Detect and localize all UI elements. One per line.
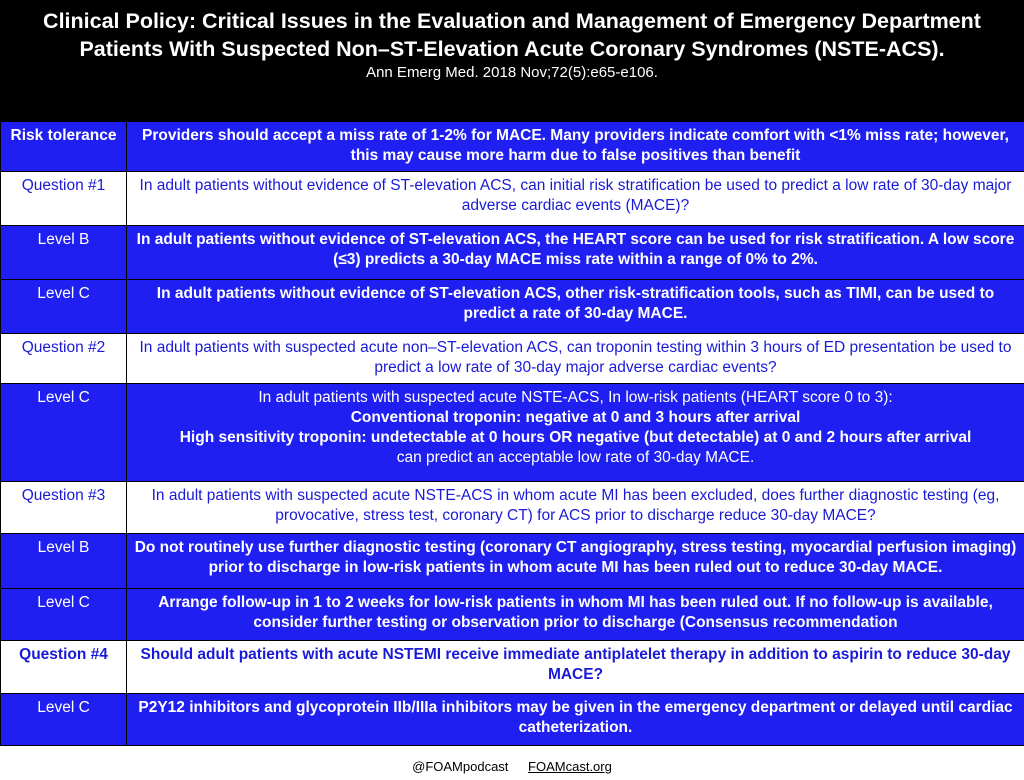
page-title: Clinical Policy: Critical Issues in the Evaluation and Management of Emergency Department Patients With Suspected Non–ST-Elevation Acute Coronary Syndromes (NSTE-ACS).	[43, 9, 981, 61]
row-text: In adult patients with suspected acute non–ST-elevation ACS, can troponin testing within 3 hours of ED presentation be used to predict a low rate of 30-day major adverse cardiac events?	[127, 334, 1024, 384]
row-label: Question #1	[1, 172, 127, 226]
row-text: In adult patients without evidence of ST-elevation ACS, the HEART score can be used for risk stratification. A low score (≤3) predicts a 30-day MACE miss rate within a range of 0% to 2%.	[127, 226, 1024, 280]
website-link[interactable]: FOAMcast.org	[528, 759, 612, 774]
row-text: Should adult patients with acute NSTEMI receive immediate antiplatelet therapy in addition to aspirin to reduce 30-day MACE?	[127, 641, 1024, 694]
header-banner	[0, 0, 1024, 121]
table-row	[1, 641, 1024, 694]
table-row	[1, 226, 1024, 280]
table-row	[1, 280, 1024, 334]
row-label: Question #4	[1, 641, 127, 694]
row-label: Level C	[1, 694, 127, 746]
table-row	[1, 122, 1024, 172]
row-label: Level C	[1, 384, 127, 482]
troponin-intro: In adult patients with suspected acute NSTE-ACS, In low-risk patients (HEART score 0 to 3):	[258, 389, 893, 406]
row-text: Providers should accept a miss rate of 1-2% for MACE. Many providers indicate comfort with <1% miss rate; however, this may cause more harm due to false positives than benefit	[127, 122, 1024, 172]
high-sensitivity-troponin: High sensitivity troponin: undetectable at 0 hours OR negative (but detectable) at 0 and 2 hours after arrival	[179, 429, 972, 446]
podcast-handle: @FOAMpodcast	[412, 759, 509, 774]
row-text: P2Y12 inhibitors and glycoprotein IIb/IIIa inhibitors may be given in the emergency department or delayed until cardiac catheterization.	[127, 694, 1024, 746]
table-row	[1, 694, 1024, 746]
row-label: Risk tolerance	[1, 122, 127, 172]
row-text: In adult patients without evidence of ST-elevation ACS, other risk-stratification tools, such as TIMI, can be used to predict a rate of 30-day MACE.	[127, 280, 1024, 334]
row-label: Question #2	[1, 334, 127, 384]
footer	[0, 758, 1024, 780]
row-text: Do not routinely use further diagnostic testing (coronary CT angiography, stress testing, myocardial perfusion imaging) prior to discharge in low-risk patients in whom acute MI has been ruled out to reduce 30-day MACE.	[127, 534, 1024, 589]
troponin-outro: can predict an acceptable low rate of 30-day MACE.	[396, 449, 755, 466]
row-label: Level B	[1, 534, 127, 589]
row-label: Level B	[1, 226, 127, 280]
citation: Ann Emerg Med. 2018 Nov;72(5):e65-e106.	[366, 64, 658, 81]
conventional-troponin: Conventional troponin: negative at 0 and 3 hours after arrival	[350, 409, 801, 426]
row-text: In adult patients with suspected acute NSTE-ACS in whom acute MI has been excluded, does further diagnostic testing (eg, provocative, stress test, coronary CT) for ACS prior to discharge reduce 30-day MACE?	[127, 482, 1024, 534]
table-row	[1, 334, 1024, 384]
row-text	[127, 384, 1024, 482]
table-row	[1, 172, 1024, 226]
row-label: Level C	[1, 280, 127, 334]
row-text: Arrange follow-up in 1 to 2 weeks for low-risk patients in whom MI has been ruled out. If no follow-up is available, consider further testing or observation prior to discharge (Consensus recommendation	[127, 589, 1024, 641]
table-row	[1, 482, 1024, 534]
table-row	[1, 384, 1024, 482]
table-row	[1, 534, 1024, 589]
table-row	[1, 589, 1024, 641]
row-text: In adult patients without evidence of ST-elevation ACS, can initial risk stratification be used to predict a low rate of 30-day major adverse cardiac events (MACE)?	[127, 172, 1024, 226]
policy-table	[0, 121, 1024, 746]
row-label: Level C	[1, 589, 127, 641]
row-label: Question #3	[1, 482, 127, 534]
